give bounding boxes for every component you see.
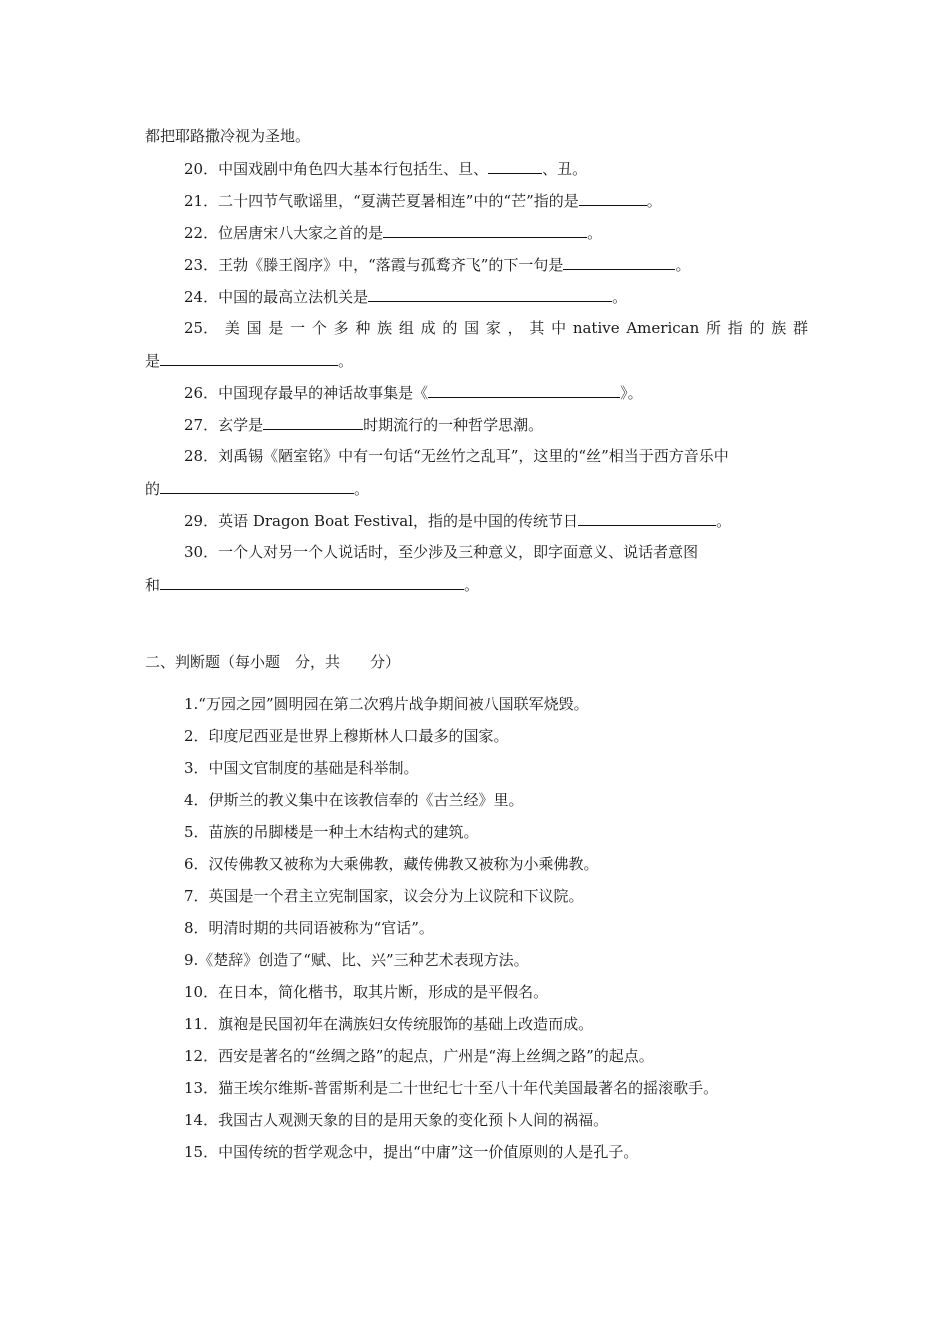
tf-item: 11．旗袍是民国初年在满族妇女传统服饰的基础上改造而成。: [184, 1015, 594, 1033]
question-22: 22．位居唐宋八大家之首的是 。: [184, 224, 603, 242]
tf-item: 7．英国是一个君主立宪制国家，议会分为上议院和下议院。: [184, 887, 584, 905]
question-25-line2: 是 。: [145, 352, 354, 370]
question-28-line1: 28．刘禹锡《陋室铭》中有一句话“无丝竹之乱耳”，这里的“丝”相当于西方音乐中: [184, 447, 729, 465]
answer-blank: [488, 158, 542, 174]
tf-item: 9.《楚辞》创造了“赋、比、兴”三种艺术表现方法。: [184, 951, 529, 969]
question-25-line1: 25． 美 国 是 一 个 多 种 族 组 成 的 国 家 ， 其 中 native American 所 指 的 族 群: [184, 319, 808, 337]
tf-item: 5．苗族的吊脚楼是一种土木结构式的建筑。: [184, 823, 479, 841]
question-24: 24．中国的最高立法机关是 。: [184, 288, 628, 306]
tf-item: 1.“万园之园”圆明园在第二次鸦片战争期间被八国联军烧毁。: [184, 695, 589, 713]
question-26: 26．中国现存最早的神话故事集是《 》。: [184, 384, 643, 402]
tf-item: 2．印度尼西亚是世界上穆斯林人口最多的国家。: [184, 727, 509, 745]
answer-blank: [160, 478, 354, 494]
tf-item: 3．中国文官制度的基础是科举制。: [184, 759, 419, 777]
tf-item: 14．我国古人观测天象的目的是用天象的变化预卜人间的祸福。: [184, 1111, 609, 1129]
question-27: 27．玄学是 时期流行的一种哲学思潮。: [184, 416, 544, 434]
answer-blank: [563, 254, 675, 270]
answer-blank: [383, 222, 587, 238]
tf-item: 13．猫王埃尔维斯-普雷斯利是二十世纪七十至八十年代美国最著名的摇滚歌手。: [184, 1079, 719, 1097]
question-30-line2: 和 。: [145, 576, 480, 594]
section-title: 二、判断题（每小题 分，共 分）: [145, 653, 401, 671]
answer-blank: [160, 574, 464, 590]
tf-item: 6．汉传佛教又被称为大乘佛教，藏传佛教又被称为小乘佛教。: [184, 855, 599, 873]
tf-item: 10．在日本，简化楷书，取其片断，形成的是平假名。: [184, 983, 549, 1001]
answer-blank: [578, 510, 716, 526]
question-28-line2: 的 。: [145, 480, 370, 498]
question-20: 20．中国戏剧中角色四大基本行包括生、旦、 、丑。: [184, 160, 588, 178]
question-21: 21．二十四节气歌谣里，“夏满芒夏暑相连”中的“芒”指的是 。: [184, 192, 662, 210]
tf-item: 4．伊斯兰的教义集中在该教信奉的《古兰经》里。: [184, 791, 524, 809]
answer-blank: [263, 414, 363, 430]
tf-item: 15．中国传统的哲学观念中，提出“中庸”这一价值原则的人是孔子。: [184, 1143, 639, 1161]
answer-blank: [160, 350, 338, 366]
answer-blank: [428, 382, 620, 398]
answer-blank: [368, 286, 612, 302]
question-30-line1: 30．一个人对另一个人说话时，至少涉及三种意义，即字面意义、说话者意图: [184, 543, 699, 561]
answer-blank: [579, 190, 647, 206]
q19-continuation: 都把耶路撒冷视为圣地。: [145, 127, 311, 145]
question-29: 29．英语 Dragon Boat Festival，指的是中国的传统节日 。: [184, 512, 732, 530]
tf-item: 12．西安是著名的“丝绸之路”的起点，广州是“海上丝绸之路”的起点。: [184, 1047, 654, 1065]
tf-item: 8．明清时期的共同语被称为“官话”。: [184, 919, 434, 937]
question-23: 23．王勃《滕王阁序》中，“落霞与孤鹜齐飞”的下一句是 。: [184, 256, 691, 274]
